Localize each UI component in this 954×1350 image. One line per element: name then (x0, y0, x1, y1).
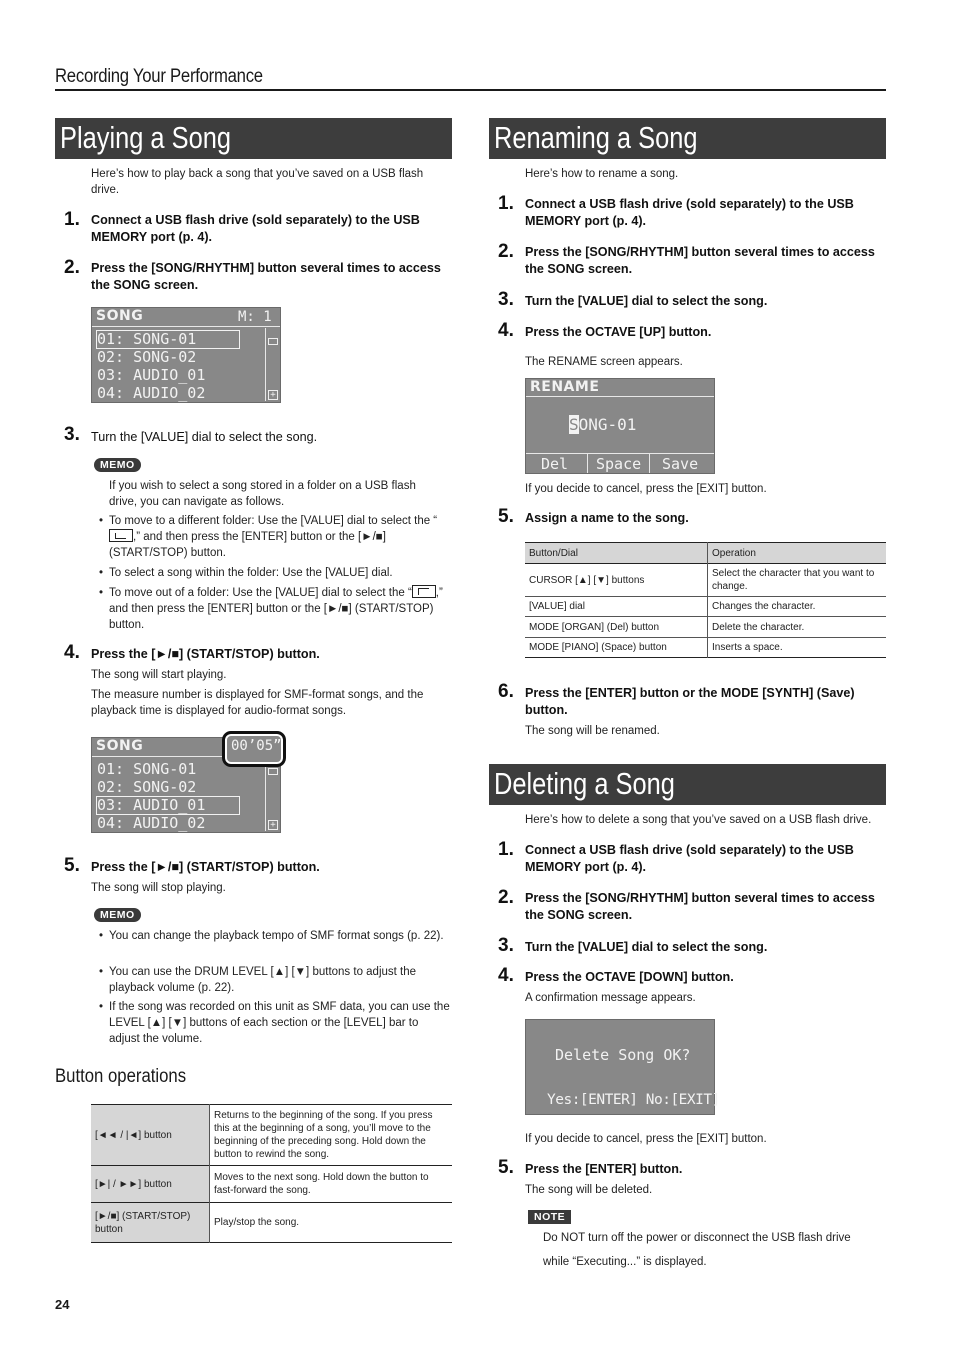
step-number: 4. (498, 965, 514, 986)
step-number: 1. (498, 193, 514, 214)
table-cell-desc: Play/stop the song. (214, 1217, 300, 1228)
header-rule (55, 89, 886, 91)
step-number: 5. (498, 1157, 514, 1178)
memo-badge: MEMO (94, 458, 141, 472)
renaming-step-6-note: The song will be renamed. (525, 725, 660, 737)
lcd-confirm-options: Yes:[ENTER] No:[EXIT] (547, 1092, 720, 1108)
renaming-intro: Here’s how to rename a song. (525, 168, 679, 180)
lcd-divider (92, 326, 280, 327)
deleting-intro: Here’s how to delete a song that you’ve saved on a USB flash drive. (525, 814, 872, 826)
playing-title-bar (55, 118, 452, 159)
lcd-heading: SONG (96, 308, 144, 324)
lcd-save-label: Save (662, 455, 699, 473)
note-badge: NOTE (528, 1210, 571, 1224)
step-number: 2. (498, 887, 514, 908)
playing-step-5-note: The song will stop playing. (91, 882, 226, 894)
table-cell-button: [►/■] (START/STOP) button (91, 1203, 210, 1243)
lcd-time: 00’05” (231, 738, 282, 754)
deleting-step-4-note: A confirmation message appears. (525, 992, 696, 1004)
deleting-step-2: Press the [SONG/RHYTHM] button several times to access the SONG screen. (525, 891, 875, 922)
step-number: 2. (64, 257, 80, 278)
table-cell: MODE [ORGAN] (Del) button (525, 617, 708, 638)
step-number: 5. (64, 855, 80, 876)
deleting-title-bar (489, 764, 886, 805)
table-row (525, 564, 886, 597)
rename-cursor-char: S (569, 415, 579, 434)
page-number: 24 (55, 1297, 70, 1312)
renaming-title: Renaming a Song (494, 120, 698, 155)
step-number: 4. (64, 642, 80, 663)
table-row (525, 617, 886, 638)
note-text-2: while “Executing...” is displayed. (543, 1256, 707, 1268)
note-text-1: Do NOT turn off the power or disconnect the USB flash drive (543, 1232, 851, 1244)
lcd-measure: M: 1 (238, 309, 272, 325)
button-operations-heading: Button operations (55, 1066, 187, 1087)
lcd-divider (526, 396, 714, 397)
table-row (91, 1166, 452, 1203)
table-row (525, 597, 886, 617)
rename-screen-lcd (525, 378, 715, 474)
memo2-bullet-1: • You can change the playback tempo of SMF format songs (p. 22). (109, 928, 447, 944)
renaming-step-5: Assign a name to the song. (525, 511, 689, 525)
playing-step-3-text: Turn the [VALUE] dial to select the song. (91, 430, 318, 444)
table-header: Button/Dial (525, 543, 708, 564)
lcd-divider (649, 453, 650, 473)
renaming-step-3: Turn the [VALUE] dial to select the song. (525, 294, 768, 308)
step-number: 3. (498, 289, 514, 310)
lcd-divider (526, 453, 714, 454)
memo-badge: MEMO (94, 908, 141, 922)
memo-bullet-3-a: To move out of a folder: Use the [VALUE] dial to select the “ (109, 587, 412, 599)
table-row (91, 1105, 452, 1166)
renaming-step-2: Press the [SONG/RHYTHM] button several times to access the SONG screen. (525, 245, 875, 276)
deleting-title: Deleting a Song (494, 766, 675, 801)
renaming-cancel: If you decide to cancel, press the [EXIT] button. (525, 483, 767, 495)
playing-step-4-note-1: The song will start playing. (91, 669, 227, 681)
playing-step-3 (91, 429, 317, 446)
lcd-row: 04: AUDIO_02 (97, 814, 206, 832)
lcd-scrollbar: + (265, 328, 279, 401)
lcd-divider (587, 453, 588, 473)
deleting-step-3: Turn the [VALUE] dial to select the song. (525, 940, 768, 954)
step-number: 5. (498, 506, 514, 527)
table-cell: MODE [PIANO] (Space) button (525, 638, 708, 658)
memo-bullet-1 (109, 513, 447, 561)
lcd-row: 02: SONG-02 (97, 778, 197, 796)
table-cell: Delete the character. (712, 621, 805, 633)
deleting-step-1: Connect a USB flash drive (sold separately) to the USB MEMORY port (p. 4). (525, 843, 854, 874)
song-screen-lcd (91, 307, 281, 403)
table-cell: Select the character that you want to change. (712, 568, 875, 592)
table-cell: Inserts a space. (712, 642, 783, 653)
step-number: 1. (64, 209, 80, 230)
lcd-del-label: Del (541, 455, 569, 473)
lcd-scrollbar: + (265, 758, 279, 831)
playing-step-4-note-2: The measure number is displayed for SMF-format songs, and the playback time is displayed for audio-format songs. (91, 689, 424, 717)
lcd-heading: RENAME (530, 379, 600, 395)
table-cell-button: [►| / ►►] button (91, 1166, 210, 1203)
playing-step-5: Press the [►/■] (START/STOP) button. (91, 860, 320, 874)
lcd-heading: SONG (96, 738, 144, 754)
lcd-row: 03: AUDIO_01 (97, 366, 206, 384)
time-highlight (222, 731, 286, 767)
button-operations-table (91, 1104, 452, 1243)
step-number: 6. (498, 681, 514, 702)
lcd-row: 01: SONG-01 (97, 330, 197, 348)
deleting-step-5: Press the [ENTER] button. (525, 1162, 683, 1176)
step-number: 3. (498, 935, 514, 956)
memo-bullet-1-b: ,” and then press the [ENTER] button or the [►/■] (START/STOP) button. (109, 531, 386, 559)
playing-step-1: Connect a USB flash drive (sold separately) to the USB MEMORY port (p. 4). (91, 213, 420, 244)
memo-bullet-3 (109, 585, 447, 633)
renaming-title-bar (489, 118, 886, 159)
step-number: 4. (498, 320, 514, 341)
lcd-row: 04: AUDIO_02 (97, 384, 206, 402)
lcd-row: 02: SONG-02 (97, 348, 197, 366)
step-number: 2. (498, 241, 514, 262)
memo-bullet-1-a: To move to a different folder: Use the [VALUE] dial to select the “ (109, 515, 438, 527)
renaming-step-1: Connect a USB flash drive (sold separately) to the USB MEMORY port (p. 4). (525, 197, 854, 228)
playing-intro: Here’s how to play back a song that you’ve saved on a USB flash drive. (91, 168, 424, 196)
table-cell-desc: Returns to the beginning of the song. If you press this at the beginning of a song, you’ll move to the beginning of the preceding song. Hold down the button to rewind the song. (214, 1110, 433, 1160)
section-header: Recording Your Performance (55, 66, 263, 87)
memo-bullet-2: • To select a song within the folder: Use the [VALUE] dial. (109, 565, 447, 581)
playing-title: Playing a Song (60, 120, 232, 155)
table-header-row (525, 543, 886, 564)
step-number: 1. (498, 839, 514, 860)
folder-down-icon (109, 529, 133, 542)
table-cell: [VALUE] dial (525, 597, 708, 617)
rename-operations-table (525, 542, 886, 658)
folder-up-icon (412, 585, 436, 598)
playing-step-2: Press the [SONG/RHYTHM] button several times to access the SONG screen. (91, 261, 441, 292)
memo-intro: If you wish to select a song stored in a folder on a USB flash drive, you can navigate as follows. (109, 480, 416, 508)
table-cell: Changes the character. (712, 601, 816, 612)
renaming-step-4-note: The RENAME screen appears. (525, 356, 683, 368)
deleting-step-4: Press the OCTAVE [DOWN] button. (525, 970, 734, 984)
rename-name (569, 416, 636, 434)
lcd-row: 01: SONG-01 (97, 760, 197, 778)
memo-bullet-3-b: ,” and then press the [ENTER] button or the [►/■] (START/STOP) button. (109, 587, 443, 631)
deleting-cancel: If you decide to cancel, press the [EXIT] button. (525, 1133, 767, 1145)
rename-name-rest: ONG-01 (578, 415, 637, 434)
delete-confirm-lcd (525, 1019, 720, 1115)
memo2-bullet-3: • If the song was recorded on this unit as SMF data, you can use the LEVEL [▲] [▼] buttons of each section or the [LEVEL] bar to adjust the volume. (109, 999, 451, 1047)
table-cell-desc: Moves to the next song. Hold down the button to fast-forward the song. (214, 1172, 429, 1196)
lcd-confirm-message: Delete Song OK? (555, 1046, 691, 1064)
renaming-step-6: Press the [ENTER] button or the MODE [SYNTH] (Save) button. (525, 686, 855, 717)
lcd-row: 03: AUDIO_01 (97, 796, 206, 814)
table-row (91, 1203, 452, 1243)
deleting-step-5-note: The song will be deleted. (525, 1184, 653, 1196)
table-row (525, 638, 886, 658)
table-header: Operation (712, 547, 756, 559)
memo2-bullet-2: • You can use the DRUM LEVEL [▲] [▼] buttons to adjust the playback volume (p. 22). (109, 964, 447, 996)
table-cell-button: [◄◄ / |◄] button (91, 1105, 210, 1166)
lcd-space-label: Space (596, 455, 642, 473)
table-cell: CURSOR [▲] [▼] buttons (525, 564, 708, 597)
renaming-step-4: Press the OCTAVE [UP] button. (525, 325, 712, 339)
playing-step-4: Press the [►/■] (START/STOP) button. (91, 647, 320, 661)
step-number: 3. (64, 424, 80, 445)
